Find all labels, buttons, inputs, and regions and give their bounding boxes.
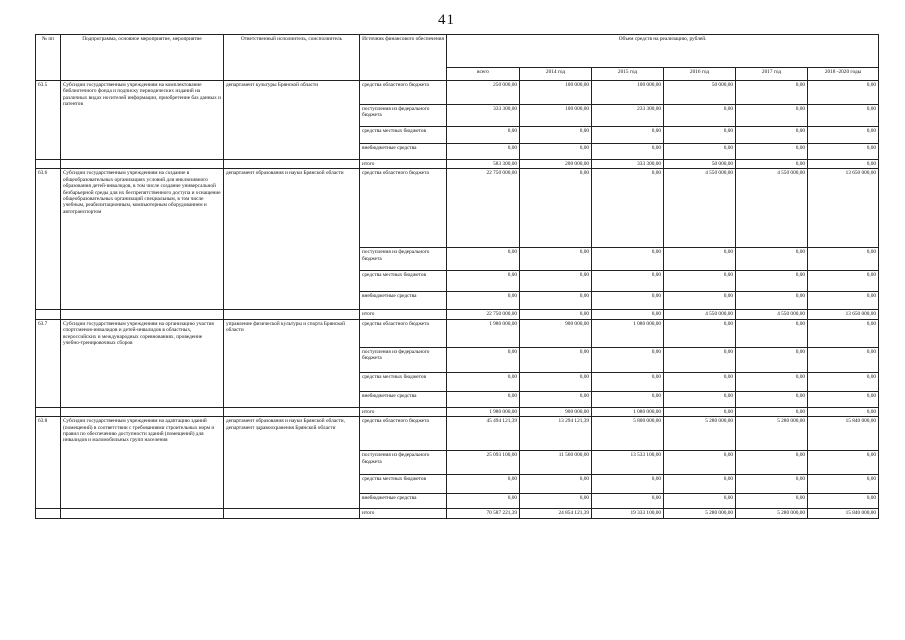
table-row: [36, 169, 879, 248]
amount-cell: 0,00: [736, 144, 808, 160]
source-name: внебюджетные средства: [360, 292, 447, 310]
amount-cell: 0,00: [664, 319, 736, 347]
amount-cell: 5 280 000,00: [664, 509, 736, 518]
amount-cell: 13 533 100,00: [592, 451, 664, 475]
amount-cell: 333 300,00: [592, 160, 664, 169]
header-year: 2015 год: [592, 68, 664, 81]
row-number: 63.5: [36, 81, 61, 160]
source-name: средства областного бюджета: [360, 417, 447, 451]
source-name: средства областного бюджета: [360, 169, 447, 248]
amount-cell: 0,00: [447, 347, 520, 372]
amount-cell: 0,00: [736, 271, 808, 292]
row-description: Субсидии государственным учреждениям на комплектование библиотечного фонда и подписку периодических изданий на различных видах носителей информации, приобретение баз данных и патентов: [61, 81, 224, 160]
header-executor: Ответственный исполнитель, соисполнитель: [224, 35, 360, 81]
table-row: [36, 407, 879, 416]
row-executor: департамент образования и науки Брянской области, департамент здравоохранения Брянской области: [224, 417, 360, 509]
table-body: [36, 81, 879, 519]
amount-cell: 0,00: [664, 144, 736, 160]
amount-cell: 0,00: [808, 292, 879, 310]
table-row: [36, 509, 879, 518]
amount-cell: 13 294 121,39: [520, 417, 592, 451]
amount-cell: 0,00: [736, 160, 808, 169]
amount-cell: 0,00: [447, 475, 520, 494]
amount-cell: 0,00: [592, 475, 664, 494]
amount-cell: 0,00: [520, 271, 592, 292]
empty-cell: [61, 509, 224, 518]
amount-cell: 0,00: [520, 310, 592, 319]
amount-cell: 0,00: [808, 494, 879, 509]
amount-cell: 0,00: [808, 105, 879, 127]
amount-cell: 0,00: [520, 169, 592, 248]
amount-cell: 250 000,00: [447, 81, 520, 105]
amount-cell: 0,00: [664, 372, 736, 391]
amount-cell: 0,00: [664, 105, 736, 127]
amount-cell: 0,00: [520, 494, 592, 509]
empty-cell: [36, 310, 61, 319]
amount-cell: 0,00: [447, 144, 520, 160]
empty-cell: [224, 509, 360, 518]
amount-cell: 0,00: [808, 127, 879, 144]
header-num: № пп: [36, 35, 61, 81]
row-executor: департамент культуры Брянской области: [224, 81, 360, 160]
amount-cell: 1 980 000,00: [447, 319, 520, 347]
amount-cell: 0,00: [592, 372, 664, 391]
amount-cell: 70 587 221,39: [447, 509, 520, 518]
header-volume: Объем средств на реализацию, рублей.: [447, 35, 879, 68]
amount-cell: 900 000,00: [520, 407, 592, 416]
source-name: средства областного бюджета: [360, 319, 447, 347]
amount-cell: 50 000,00: [664, 160, 736, 169]
amount-cell: 0,00: [808, 372, 879, 391]
amount-cell: 0,00: [736, 494, 808, 509]
amount-cell: 0,00: [808, 347, 879, 372]
amount-cell: 0,00: [736, 105, 808, 127]
amount-cell: 0,00: [664, 248, 736, 271]
row-number: 63.6: [36, 169, 61, 310]
header-year: 2016 год: [664, 68, 736, 81]
amount-cell: 0,00: [808, 271, 879, 292]
source-name: итого: [360, 509, 447, 518]
amount-cell: 45 494 121,39: [447, 417, 520, 451]
amount-cell: 0,00: [736, 81, 808, 105]
amount-cell: 0,00: [447, 292, 520, 310]
amount-cell: 0,00: [664, 391, 736, 407]
amount-cell: 233 300,00: [592, 105, 664, 127]
amount-cell: 11 560 000,00: [520, 451, 592, 475]
amount-cell: 22 750 000,00: [447, 169, 520, 248]
row-executor: управление физической культуры и спорта Брянской области: [224, 319, 360, 407]
amount-cell: 1 080 000,00: [592, 407, 664, 416]
amount-cell: 0,00: [447, 372, 520, 391]
source-name: поступления из федерального бюджета: [360, 347, 447, 372]
header-year: 2017 год: [736, 68, 808, 81]
amount-cell: 583 300,00: [447, 160, 520, 169]
amount-cell: 0,00: [736, 475, 808, 494]
amount-cell: 0,00: [592, 292, 664, 310]
table-row: [36, 81, 879, 105]
source-name: внебюджетные средства: [360, 391, 447, 407]
amount-cell: 0,00: [736, 407, 808, 416]
empty-cell: [36, 160, 61, 169]
empty-cell: [224, 310, 360, 319]
amount-cell: 0,00: [664, 451, 736, 475]
amount-cell: 0,00: [447, 248, 520, 271]
amount-cell: 15 840 000,00: [808, 417, 879, 451]
amount-cell: 0,00: [447, 494, 520, 509]
source-name: средства местных бюджетов: [360, 271, 447, 292]
amount-cell: 0,00: [664, 292, 736, 310]
amount-cell: 333 300,00: [447, 105, 520, 127]
amount-cell: 900 000,00: [520, 319, 592, 347]
amount-cell: 0,00: [736, 127, 808, 144]
amount-cell: 0,00: [736, 372, 808, 391]
table-row: [36, 417, 879, 451]
header-year: 2014 год: [520, 68, 592, 81]
amount-cell: 24 854 121,39: [520, 509, 592, 518]
header-year: 2018 -2020 годы: [808, 68, 879, 81]
amount-cell: 0,00: [592, 144, 664, 160]
source-name: итого: [360, 160, 447, 169]
row-description: Субсидии государственным учреждениям на адаптацию зданий (помещений) в соответствии с требованиями строительных норм и правил по обеспечению доступности зданий (помещений) для инвалидов и маломобильных групп населения: [61, 417, 224, 509]
source-name: средства областного бюджета: [360, 81, 447, 105]
row-description: Субсидии государственным учреждениям на создание в общеобразовательных организациях условий для инклюзивного образования детей-инвалидов, в том числе создание универсальной безбарьерной среды для их беспрепятственного доступа и оснащение общеобразовательных организаций специальным, в том числе учебным, реабилитационным, компьютерным оборудованием и автотранспортом: [61, 169, 224, 310]
amount-cell: 13 650 000,00: [808, 310, 879, 319]
source-name: поступления из федерального бюджета: [360, 451, 447, 475]
amount-cell: 25 093 100,00: [447, 451, 520, 475]
source-name: итого: [360, 407, 447, 416]
source-name: внебюджетные средства: [360, 494, 447, 509]
row-number: 63.7: [36, 319, 61, 407]
amount-cell: 50 000,00: [664, 81, 736, 105]
amount-cell: 0,00: [592, 248, 664, 271]
amount-cell: 0,00: [664, 475, 736, 494]
page-number: 41: [438, 12, 455, 28]
amount-cell: 15 840 000,00: [808, 509, 879, 518]
amount-cell: 0,00: [736, 451, 808, 475]
amount-cell: 0,00: [520, 127, 592, 144]
amount-cell: 0,00: [520, 475, 592, 494]
amount-cell: 1 080 000,00: [592, 319, 664, 347]
amount-cell: 1 980 000,00: [447, 407, 520, 416]
amount-cell: 0,00: [592, 310, 664, 319]
amount-cell: 0,00: [664, 271, 736, 292]
amount-cell: 0,00: [520, 144, 592, 160]
budget-table: [35, 34, 879, 519]
source-name: средства местных бюджетов: [360, 127, 447, 144]
amount-cell: 0,00: [808, 160, 879, 169]
header-source: Источник финансового обеспечения: [360, 35, 447, 81]
amount-cell: 0,00: [592, 347, 664, 372]
amount-cell: 13 650 000,00: [808, 169, 879, 248]
amount-cell: 0,00: [808, 144, 879, 160]
empty-cell: [36, 509, 61, 518]
amount-cell: 0,00: [592, 271, 664, 292]
amount-cell: 0,00: [736, 248, 808, 271]
row-executor: департамент образования и науки Брянской области: [224, 169, 360, 310]
amount-cell: 0,00: [736, 319, 808, 347]
amount-cell: 0,00: [520, 391, 592, 407]
amount-cell: 5 800 000,00: [592, 417, 664, 451]
amount-cell: 0,00: [447, 271, 520, 292]
source-name: поступления из федерального бюджета: [360, 248, 447, 271]
empty-cell: [61, 407, 224, 416]
amount-cell: 5 280 000,00: [736, 417, 808, 451]
amount-cell: 22 750 000,00: [447, 310, 520, 319]
amount-cell: 0,00: [520, 292, 592, 310]
amount-cell: 0,00: [808, 319, 879, 347]
amount-cell: 0,00: [447, 391, 520, 407]
amount-cell: 4 550 000,00: [664, 169, 736, 248]
amount-cell: 100 000,00: [592, 81, 664, 105]
amount-cell: 0,00: [736, 292, 808, 310]
source-name: итого: [360, 310, 447, 319]
source-name: средства местных бюджетов: [360, 475, 447, 494]
amount-cell: 0,00: [592, 391, 664, 407]
row-number: 63.8: [36, 417, 61, 509]
table-row: [36, 319, 879, 347]
amount-cell: 0,00: [808, 81, 879, 105]
amount-cell: 0,00: [447, 127, 520, 144]
amount-cell: 200 000,00: [520, 160, 592, 169]
source-name: средства местных бюджетов: [360, 372, 447, 391]
amount-cell: 0,00: [808, 451, 879, 475]
amount-cell: 0,00: [808, 248, 879, 271]
table-row: [36, 310, 879, 319]
amount-cell: 19 333 100,00: [592, 509, 664, 518]
amount-cell: 0,00: [808, 475, 879, 494]
empty-cell: [224, 407, 360, 416]
amount-cell: 0,00: [808, 391, 879, 407]
amount-cell: 0,00: [664, 494, 736, 509]
amount-cell: 0,00: [664, 127, 736, 144]
amount-cell: 5 280 000,00: [736, 509, 808, 518]
table-row: [36, 160, 879, 169]
amount-cell: 100 000,00: [520, 105, 592, 127]
amount-cell: 0,00: [664, 407, 736, 416]
amount-cell: 0,00: [736, 347, 808, 372]
row-description: Субсидии государственным учреждениям на организацию участия спортсменов-инвалидов и детей-инвалидов в областных, всероссийских и международных соревнованиях, проведение учебно-тренировочных сборов: [61, 319, 224, 407]
header-subprogram: Подпрограмма, основное мероприятие, мероприятие: [61, 35, 224, 81]
empty-cell: [224, 160, 360, 169]
source-name: поступления из федерального бюджета: [360, 105, 447, 127]
source-name: внебюджетные средства: [360, 144, 447, 160]
amount-cell: 0,00: [520, 347, 592, 372]
amount-cell: 4 550 000,00: [736, 169, 808, 248]
amount-cell: 0,00: [520, 372, 592, 391]
amount-cell: 5 280 000,00: [664, 417, 736, 451]
amount-cell: 0,00: [592, 169, 664, 248]
amount-cell: 0,00: [664, 347, 736, 372]
amount-cell: 4 550 000,00: [664, 310, 736, 319]
amount-cell: 0,00: [808, 407, 879, 416]
amount-cell: 0,00: [592, 494, 664, 509]
amount-cell: 100 000,00: [520, 81, 592, 105]
amount-cell: 0,00: [592, 127, 664, 144]
empty-cell: [61, 160, 224, 169]
empty-cell: [61, 310, 224, 319]
header-year: всего: [447, 68, 520, 81]
empty-cell: [36, 407, 61, 416]
amount-cell: 4 550 000,00: [736, 310, 808, 319]
amount-cell: 0,00: [736, 391, 808, 407]
amount-cell: 0,00: [520, 248, 592, 271]
